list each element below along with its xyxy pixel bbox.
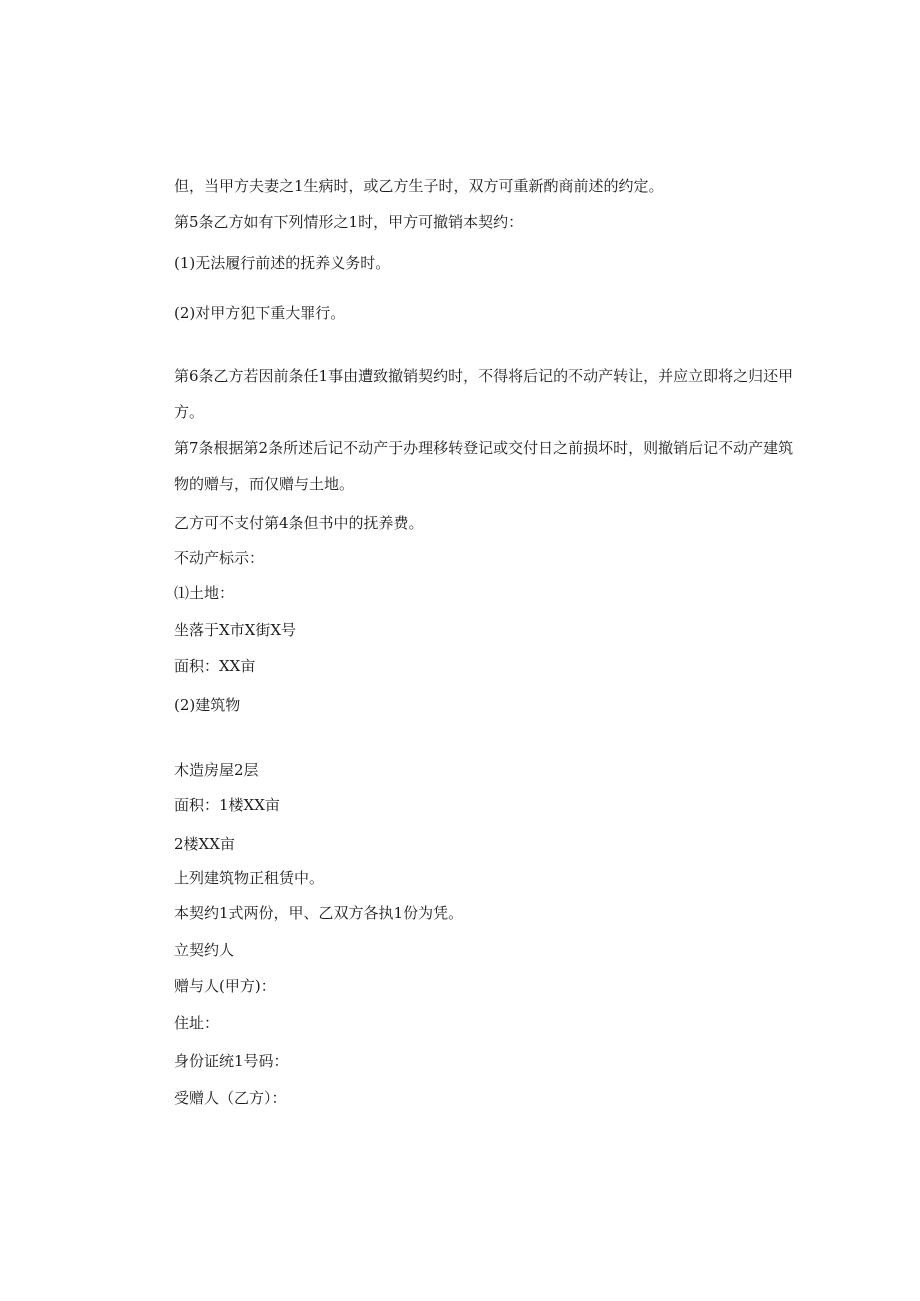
- property-label: 不动产标示：: [174, 549, 265, 567]
- contract-copies-note: 本契约1式两份，甲、乙双方各执1份为凭。: [174, 904, 464, 922]
- property-building-label: (2)建筑物: [174, 696, 241, 714]
- property-building-desc: 木造房屋2层: [174, 761, 259, 779]
- property-building-area-1: 面积：1楼XX亩: [174, 796, 280, 814]
- property-building-area-2: 2楼XX亩: [174, 835, 235, 853]
- property-land-location: 坐落于X市X街X号: [174, 621, 297, 639]
- property-rent-note: 上列建筑物正租赁中。: [174, 869, 325, 887]
- article-7: 第7条根据第2条所述后记不动产于办理移转登记或交付日之前损坏时，则撤销后记不动产建筑物的赠与，而仅赠与土地。: [174, 439, 794, 493]
- signatories-label: 立契约人: [174, 941, 235, 959]
- text-line-support-fee: 乙方可不支付第4条但书中的抚养费。: [174, 514, 424, 532]
- article-5-item-1: (1)无法履行前述的抚养义务时。: [174, 254, 391, 272]
- property-land-label: ⑴土地：: [174, 584, 235, 602]
- address-label: 住址：: [174, 1014, 220, 1032]
- id-number-label: 身份证统1号码：: [174, 1052, 289, 1070]
- article-5: 第5条乙方如有下列情形之1时，甲方可撤销本契约：: [174, 213, 524, 231]
- article-5-item-2: (2)对甲方犯下重大罪行。: [174, 304, 346, 322]
- property-land-area: 面积：XX亩: [174, 657, 256, 675]
- donee-label: 受赠人（乙方）：: [174, 1089, 287, 1107]
- article-6: 第6条乙方若因前条任1事由遭致撤销契约时，不得将后记的不动产转让，并应立即将之归还甲方。: [174, 367, 794, 421]
- donor-label: 赠与人(甲方)：: [174, 977, 276, 995]
- text-line-1: 但，当甲方夫妻之1生病时，或乙方生子时，双方可重新酌商前述的约定。: [174, 177, 664, 195]
